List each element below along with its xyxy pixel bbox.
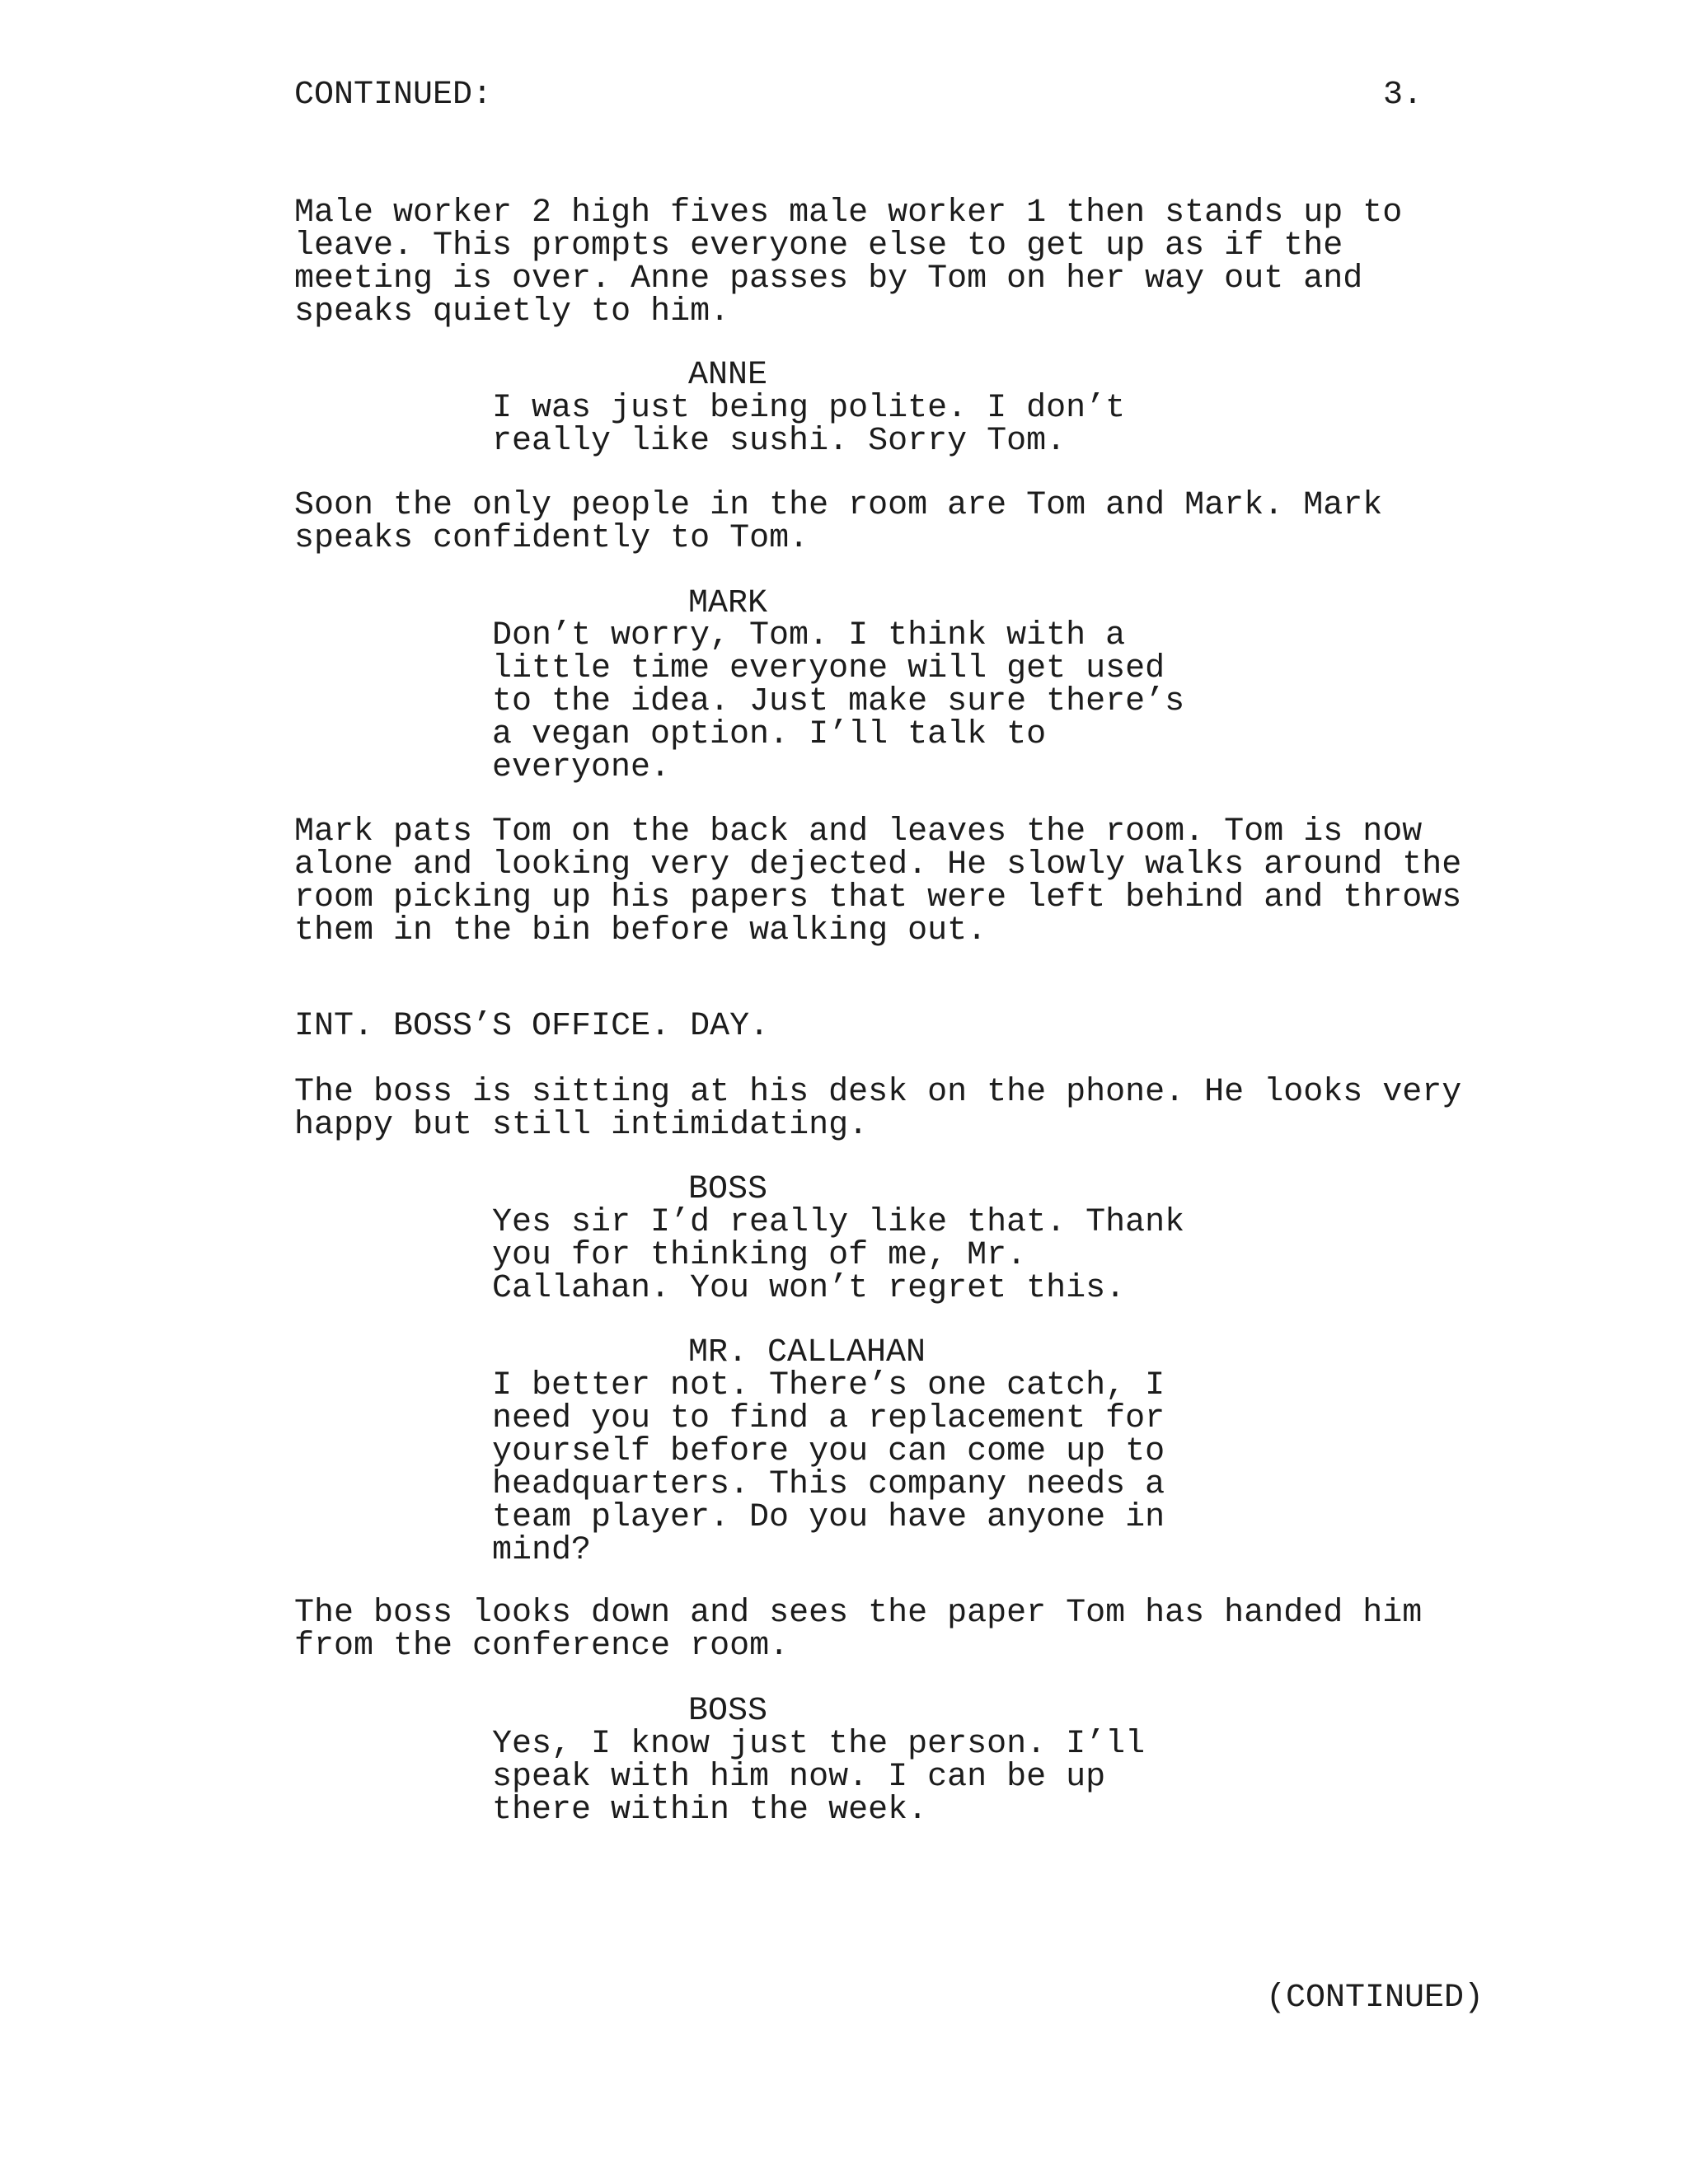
dialogue: I better not. There’s one catch, I need you to find a replacement for yourself before you can come up to headquarters. This company needs a team player. Do you have anyone in mind? [492, 1367, 1165, 1569]
dialogue: Don’t worry, Tom. I think with a little time everyone will get used to the idea. Just make sure there’s a vegan option. I’ll talk to everyone. [492, 617, 1185, 786]
action-paragraph: Soon the only people in the room are Tom and Mark. Mark speaks confidently to Tom. [294, 487, 1383, 557]
action-paragraph: The boss looks down and sees the paper Tom has handed him from the conference room. [294, 1595, 1423, 1665]
character-name: MARK [688, 585, 768, 622]
dialogue: Yes, I know just the person. I’ll speak with him now. I can be up there within the week. [492, 1726, 1146, 1829]
page-number: 3. [1383, 77, 1423, 114]
action-paragraph: Mark pats Tom on the back and leaves the room. Tom is now alone and looking very dejected. He slowly walks around the room picking up his papers that were left behind and throws them in the bin before walking out. [294, 813, 1462, 949]
dialogue: I was just being polite. I don’t really like sushi. Sorry Tom. [492, 390, 1126, 460]
character-name: BOSS [688, 1693, 768, 1730]
scene-heading: INT. BOSS’S OFFICE. DAY. [294, 1008, 770, 1045]
character-name: MR. CALLAHAN [688, 1334, 926, 1371]
character-name: ANNE [688, 357, 768, 394]
character-name: BOSS [688, 1171, 768, 1208]
dialogue: Yes sir I’d really like that. Thank you for thinking of me, Mr. Callahan. You won’t regret this. [492, 1204, 1185, 1307]
action-paragraph: The boss is sitting at his desk on the phone. He looks very happy but still intimidating. [294, 1074, 1462, 1144]
continued-header: CONTINUED: [294, 77, 493, 114]
continued-footer: (CONTINUED) [1266, 1980, 1484, 2017]
action-paragraph: Male worker 2 high fives male worker 1 then stands up to leave. This prompts everyone else to get up as if the meeting is over. Anne passes by Tom on her way out and speaks quietly to him. [294, 194, 1403, 330]
